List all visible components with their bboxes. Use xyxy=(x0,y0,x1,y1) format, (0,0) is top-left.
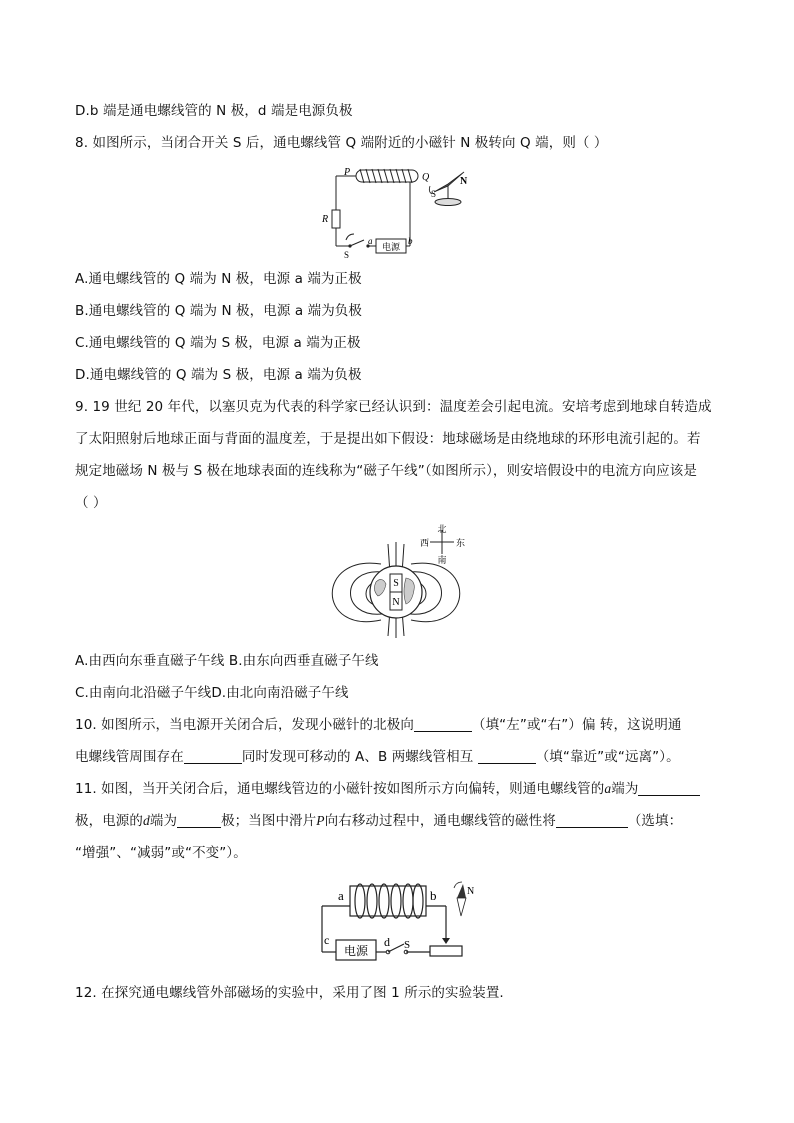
svg-text:南: 南 xyxy=(437,555,447,565)
q10-text-1b: （填“左”或“右”）偏 转，这说明通 xyxy=(471,717,682,733)
svg-text:N: N xyxy=(460,176,468,187)
q11-line-3: “增强”、“减弱”或“不变”）。 xyxy=(75,845,247,861)
q11-var-d: d xyxy=(143,813,150,828)
compass-stand xyxy=(435,199,461,206)
svg-text:R: R xyxy=(322,214,329,225)
q11-var-p: P xyxy=(316,813,325,828)
q11-blank-2[interactable] xyxy=(177,813,221,828)
q9-stem-line-4: （ ） xyxy=(75,495,107,511)
svg-text:S: S xyxy=(404,939,411,951)
q9-stem-line-3: 规定地磁场 N 极与 S 极在地球表面的连线称为“磁子午线”（如图所示），则安培假设中的电流方向应该是 xyxy=(75,463,697,479)
q11-text-2e: （选填： xyxy=(627,813,683,829)
q10-blank-2[interactable] xyxy=(184,749,242,764)
svg-text:a: a xyxy=(368,236,373,246)
q10-text-2b: 同时发现可移动的 A、B 两螺线管相互 xyxy=(241,749,478,765)
svg-text:P: P xyxy=(344,167,351,178)
q10-blank-3[interactable] xyxy=(478,749,536,764)
svg-text:a: a xyxy=(338,888,344,903)
svg-text:S: S xyxy=(431,189,437,199)
q8-option-b: B.通电螺线管的 Q 端为 N 极，电源 a 端为负极 xyxy=(75,303,362,319)
q11-blank-3[interactable] xyxy=(556,813,628,828)
q9-stem-line-2: 了太阳照射后地球正面与背面的温度差，于是提出如下假设：地球磁场是由绕地球的环形电流引起的。若 xyxy=(75,431,701,447)
q9-options-line-1: A.由西向东垂直磁子午线 B.由东向西垂直磁子午线 xyxy=(75,653,379,669)
svg-text:b: b xyxy=(408,236,413,246)
q11-text-2a: 极，电源的 xyxy=(75,813,143,829)
svg-text:Q: Q xyxy=(422,172,430,183)
q10-text-2a: 电螺线管周围存在 xyxy=(75,749,184,765)
q8-stem: 8. 如图所示，当闭合开关 S 后，通电螺线管 Q 端附近的小磁针 N 极转向 Q 端，则（ ） xyxy=(75,135,608,151)
q10-line-1 xyxy=(75,716,682,734)
q11-text-2b: 端为 xyxy=(149,813,178,829)
q11-text-1b: 端为 xyxy=(611,781,639,797)
q11-text-2d: 向右移动过程中，通电螺线管的磁性将 xyxy=(324,813,556,829)
q8-option-a: A.通电螺线管的 Q 端为 N 极，电源 a 端为正极 xyxy=(75,271,362,287)
svg-text:d: d xyxy=(384,935,390,949)
svg-text:电源: 电源 xyxy=(343,944,369,958)
q9-earth-magnetic-field-figure xyxy=(326,524,468,640)
q11-blank-1[interactable] xyxy=(638,781,700,796)
q9-stem-line-1: 9. 19 世纪 20 年代，以塞贝克为代表的科学家已经认识到：温度差会引起电流。安培考虑到地球自转造成 xyxy=(75,399,712,415)
svg-text:N: N xyxy=(392,597,400,608)
q10-blank-1[interactable] xyxy=(414,717,472,732)
svg-text:东: 东 xyxy=(456,538,466,548)
svg-text:S: S xyxy=(393,578,399,589)
resistor-r xyxy=(332,210,340,228)
q9-options-line-2: C.由南向北沿磁子午线D.由北向南沿磁子午线 xyxy=(75,685,349,701)
q7-option-d: D.b 端是通电螺线管的 N 极，d 端是电源负极 xyxy=(75,103,353,119)
slider-p xyxy=(442,938,450,944)
q11-magnetic-needle xyxy=(457,884,466,898)
svg-text:西: 西 xyxy=(420,538,430,548)
q11-text-2c: 极；当图中滑片 xyxy=(221,813,317,829)
q11-line-1 xyxy=(75,780,700,798)
svg-text:北: 北 xyxy=(437,524,447,534)
q10-text-1a: 10. 如图所示，当电源开关闭合后，发现小磁针的北极向 xyxy=(75,717,414,733)
q10-line-2 xyxy=(75,748,680,766)
q11-text-1a: 11. 如图，当开关闭合后，通电螺线管边的小磁针按如图所示方向偏转，则通电螺线管的 xyxy=(75,781,605,797)
q10-text-2c: （填“靠近”或“远离”）。 xyxy=(535,749,680,765)
q8-option-c: C.通电螺线管的 Q 端为 S 极，电源 a 端为正极 xyxy=(75,335,361,351)
q8-option-d: D.通电螺线管的 Q 端为 S 极，电源 a 端为负极 xyxy=(75,367,362,383)
svg-text:N: N xyxy=(467,886,475,897)
svg-text:电源: 电源 xyxy=(381,242,401,252)
q11-line-2 xyxy=(75,812,682,830)
q8-circuit-figure xyxy=(318,160,478,262)
sliding-rheostat xyxy=(430,946,462,956)
q11-var-a: a xyxy=(604,781,612,796)
svg-text:b: b xyxy=(430,888,437,903)
svg-text:c: c xyxy=(324,933,330,947)
svg-text:S: S xyxy=(344,250,350,260)
q11-circuit-figure xyxy=(318,876,478,962)
q12-stem: 12. 在探究通电螺线管外部磁场的实验中，采用了图 1 所示的实验装置. xyxy=(75,985,504,1001)
